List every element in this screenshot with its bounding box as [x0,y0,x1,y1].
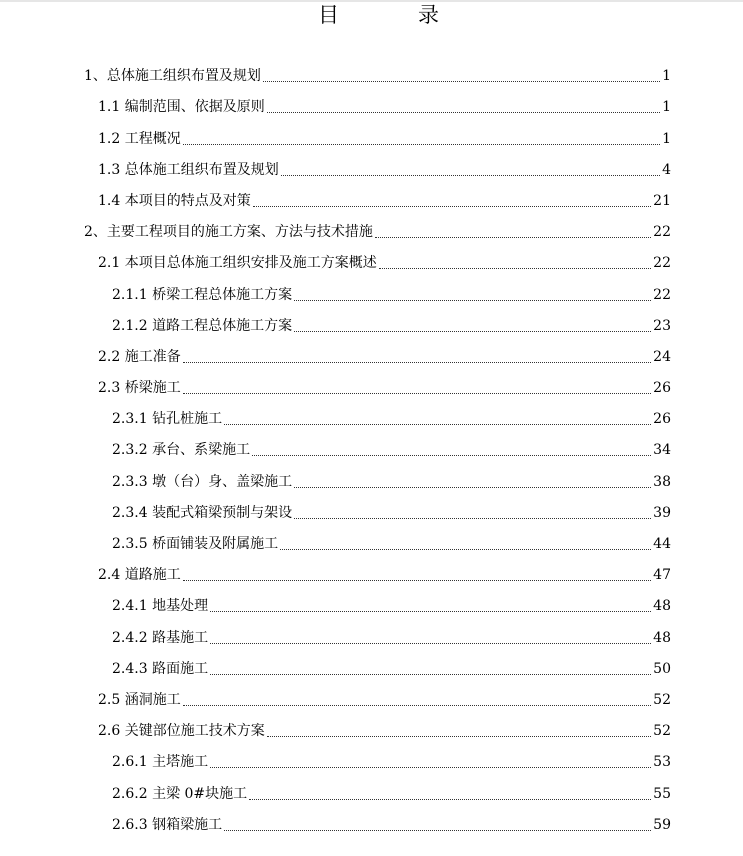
toc-entry-label: 2.3.2 承台、系梁施工 [112,442,251,459]
toc-entry-label: 2.2 施工准备 [98,348,181,365]
toc-entry-label: 2.4.1 地基处理 [112,598,209,615]
dot-leader [267,112,660,113]
dot-leader [183,362,651,363]
toc-entry-page-number: 22 [653,286,671,303]
toc-entry-label: 2.3.3 墩（台）身、盖梁施工 [112,473,293,490]
toc-entry-page-number: 22 [653,255,671,272]
toc-entry[interactable] [0,804,743,835]
dot-leader [263,81,660,82]
toc-entry[interactable] [0,242,743,273]
toc-entry-page-number: 48 [653,629,671,646]
toc-entry-page-number: 39 [653,504,671,521]
toc-entry[interactable] [0,492,743,523]
toc-entry[interactable] [0,367,743,398]
toc-entry-page-number: 50 [653,660,671,677]
dot-leader [252,455,651,456]
dot-leader [210,643,651,644]
toc-list [0,55,743,835]
toc-entry[interactable] [0,429,743,460]
dot-leader [294,518,651,519]
dot-leader [375,237,651,238]
toc-entry[interactable] [0,460,743,491]
toc-entry-page-number: 38 [653,473,671,490]
dot-leader [210,767,651,768]
toc-entry-label: 2.6 关键部位施工技术方案 [98,723,265,740]
dot-leader [253,206,651,207]
dot-leader [294,487,651,488]
toc-entry[interactable] [0,648,743,679]
toc-entry-page-number: 47 [653,567,671,584]
toc-entry[interactable] [0,398,743,429]
dot-leader [210,611,651,612]
toc-entry-label: 2.3 桥梁施工 [98,380,181,397]
toc-entry-label: 2.4 道路施工 [98,567,181,584]
dot-leader [210,674,651,675]
toc-entry-page-number: 52 [653,723,671,740]
toc-entry-page-number: 22 [653,224,671,241]
toc-entry-page-number: 26 [653,411,671,428]
toc-entry[interactable] [0,679,743,710]
dot-leader [224,830,651,831]
toc-entry-page-number: 1 [662,99,671,116]
toc-entry[interactable] [0,117,743,148]
toc-entry[interactable] [0,211,743,242]
toc-entry-page-number: 26 [653,380,671,397]
toc-entry-label: 2.4.2 路基施工 [112,629,209,646]
toc-entry-page-number: 52 [653,691,671,708]
toc-entry[interactable] [0,55,743,86]
toc-entry-label: 1、总体施工组织布置及规划 [84,68,261,85]
dot-leader [183,580,651,581]
toc-heading-char-1: 目 [318,3,339,27]
toc-entry-label: 2.3.4 装配式箱梁预制与架设 [112,504,293,521]
toc-entry-page-number: 53 [653,754,671,771]
toc-entry-label: 2.3.1 钻孔桩施工 [112,411,223,428]
dot-leader [224,424,651,425]
toc-entry-label: 1.2 工程概况 [98,130,181,147]
toc-heading-char-2: 录 [418,3,439,27]
dot-leader [280,549,651,550]
toc-entry[interactable] [0,336,743,367]
toc-entry[interactable] [0,149,743,180]
toc-entry-page-number: 59 [653,816,671,833]
dot-leader [294,331,651,332]
toc-entry-label: 2.6.1 主塔施工 [112,754,209,771]
dot-leader [281,175,660,176]
toc-entry-label: 2.1.1 桥梁工程总体施工方案 [112,286,293,303]
toc-entry-label: 2.6.2 主梁 0#块施工 [112,785,248,802]
toc-entry[interactable] [0,305,743,336]
toc-entry[interactable] [0,616,743,647]
toc-entry-page-number: 23 [653,317,671,334]
toc-entry-page-number: 24 [653,348,671,365]
toc-entry-label: 2.1.2 道路工程总体施工方案 [112,317,293,334]
toc-entry-page-number: 48 [653,598,671,615]
toc-entry[interactable] [0,585,743,616]
toc-entry-label: 2.1 本项目总体施工组织安排及施工方案概述 [98,255,377,272]
toc-entry-page-number: 1 [662,68,671,85]
toc-entry[interactable] [0,741,743,772]
toc-entry[interactable] [0,710,743,741]
dot-leader [379,268,651,269]
dot-leader [267,736,651,737]
toc-entry-label: 1.4 本项目的特点及对策 [98,192,251,209]
dot-leader [183,705,651,706]
toc-entry-page-number: 4 [662,161,671,178]
toc-heading [0,2,743,28]
toc-entry-page-number: 1 [662,130,671,147]
dot-leader [249,799,651,800]
toc-entry-page-number: 55 [653,785,671,802]
toc-entry-label: 1.1 编制范围、依据及原则 [98,99,265,116]
toc-entry-page-number: 21 [653,192,671,209]
toc-entry-page-number: 34 [653,442,671,459]
toc-entry-label: 2.3.5 桥面铺装及附属施工 [112,536,279,552]
toc-entry[interactable] [0,554,743,585]
toc-entry-label: 2、主要工程项目的施工方案、方法与技术措施 [84,224,373,241]
toc-entry-page-number: 44 [653,536,671,552]
dot-leader [294,300,651,301]
dot-leader [183,393,651,394]
toc-entry[interactable] [0,273,743,304]
toc-entry[interactable] [0,86,743,117]
toc-entry[interactable] [0,523,743,554]
dot-leader [183,144,660,145]
toc-entry-label: 2.4.3 路面施工 [112,660,209,677]
toc-entry-label: 2.5 涵洞施工 [98,691,181,708]
toc-entry-label: 1.3 总体施工组织布置及规划 [98,161,279,178]
toc-entry-label: 2.6.3 钢箱梁施工 [112,816,223,833]
toc-entry[interactable] [0,180,743,211]
toc-entry[interactable] [0,772,743,803]
